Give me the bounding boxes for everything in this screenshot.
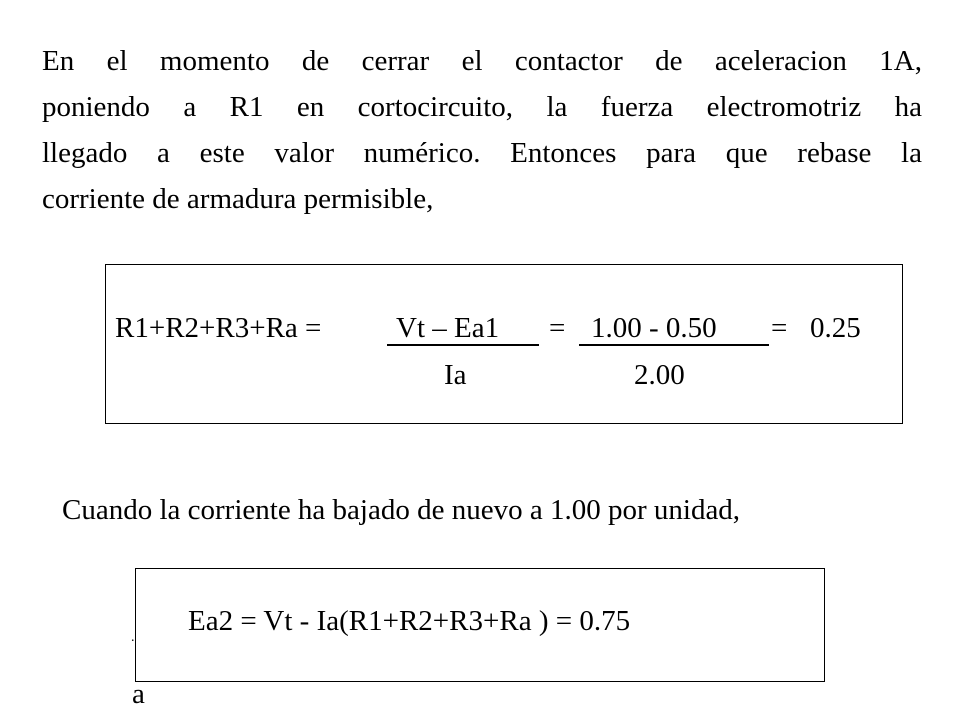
fraction1-bar [387, 344, 539, 346]
fraction1-numerator: Vt – Ea1 [396, 312, 500, 344]
intro-paragraph [42, 38, 922, 222]
paragraph-line: poniendo a R1 en cortocircuito, la fuerza electromotriz ha [42, 91, 922, 123]
fraction2-bar [579, 344, 769, 346]
fraction2-numerator: 1.00 - 0.50 [591, 312, 717, 344]
stray-letter: a [132, 678, 145, 710]
equation-lhs: R1+R2+R3+Ra = [115, 312, 322, 344]
stray-mark: . [131, 630, 135, 645]
paragraph-line: llegado a este valor numérico. Entonces para que rebase la [42, 137, 922, 169]
equals-sign: = [771, 312, 788, 344]
equation-result: 0.25 [810, 312, 861, 344]
paragraph-line: corriente de armadura permisible, [42, 183, 434, 215]
section-subtitle: Cuando la corriente ha bajado de nuevo a 1.00 por unidad, [62, 494, 741, 526]
equation-ea2: Ea2 = Vt - Ia(R1+R2+R3+Ra ) = 0.75 [188, 605, 631, 637]
equals-sign: = [549, 312, 566, 344]
fraction1-denominator: Ia [444, 359, 467, 391]
paragraph-line: En el momento de cerrar el contactor de aceleracion 1A, [42, 45, 922, 77]
fraction2-denominator: 2.00 [634, 359, 685, 391]
